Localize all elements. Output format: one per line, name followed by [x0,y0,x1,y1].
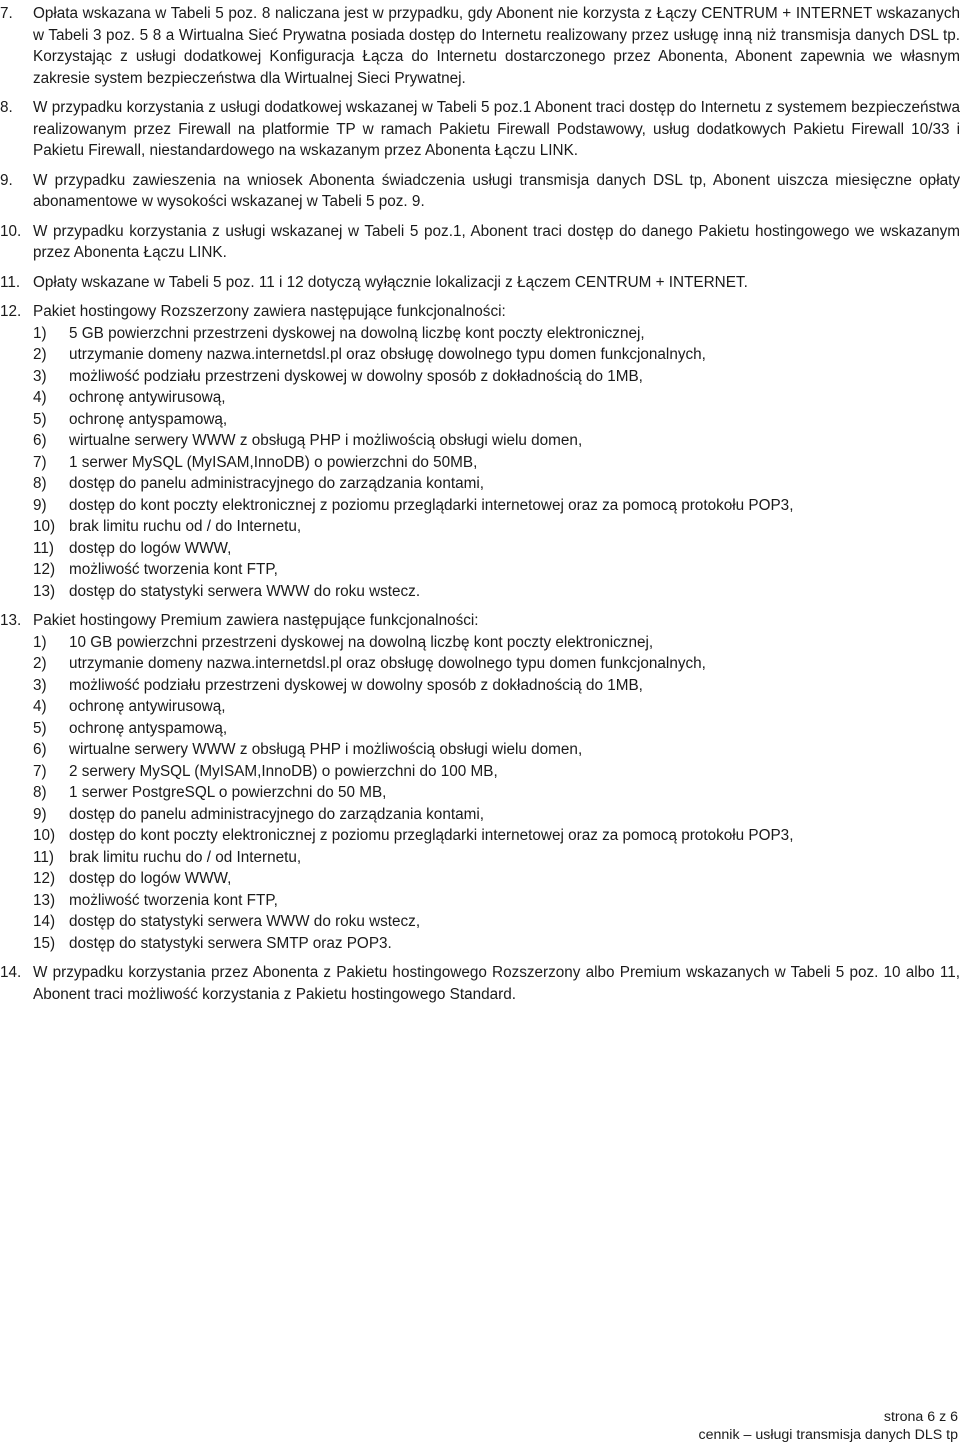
item-text: Pakiet hostingowy Premium zawiera następujące funkcjonalności: [33,612,479,629]
feature-number: 10) [33,518,56,535]
feature-item [33,516,960,538]
feature-number: 1) [33,633,47,651]
feature-list [33,323,960,603]
list-item [0,221,960,264]
feature-text: dostęp do statystyki serwera SMTP oraz POP3. [69,934,392,952]
item-number: 11. [0,273,21,291]
feature-text: dostęp do statystyki serwera WWW do roku wstecz. [69,582,421,600]
feature-text: możliwość podziału przestrzeni dyskowej w dowolny sposób z dokładnością do 1MB, [69,367,643,385]
feature-number: 2) [33,346,47,363]
feature-text: dostęp do panelu administracyjnego do zarządzania kontami, [69,805,484,823]
feature-text: możliwość tworzenia kont FTP, [69,561,278,578]
feature-number: 3) [33,367,47,385]
feature-item [33,825,960,847]
feature-number: 7) [33,453,47,471]
feature-number: 1) [33,324,47,342]
feature-text: możliwość tworzenia kont FTP, [69,891,278,909]
feature-number: 9) [33,496,47,514]
list-item [0,301,960,602]
feature-text: dostęp do panelu administracyjnego do zarządzania kontami, [69,475,484,492]
feature-number: 3) [33,676,47,694]
feature-item [33,366,960,388]
feature-number: 14) [33,913,56,930]
feature-text: brak limitu ruchu do / od Internetu, [69,848,302,866]
feature-item [33,559,960,581]
item-text: W przypadku korzystania z usługi wskazanej w Tabeli 5 poz.1, Abonent traci dostęp do danego Pakietu hostingowego we wskazanym przez Abonenta Łączu LINK. [33,222,960,261]
feature-number: 10) [33,827,56,844]
list-item [0,3,960,89]
feature-text: ochronę antywirusową, [69,389,226,406]
item-text: Pakiet hostingowy Rozszerzony zawiera następujące funkcjonalności: [33,303,506,320]
item-number: 8. [0,99,13,116]
feature-number: 12) [33,561,56,578]
list-item [0,97,960,162]
feature-item [33,430,960,452]
item-text: Opłata wskazana w Tabeli 5 poz. 8 naliczana jest w przypadku, gdy Abonent nie korzysta z Łączy CENTRUM + INTERNET wskazanych w Tabeli 3 poz. 5 8 a Wirtualna Sieć Prywatna posiada dostęp do Internetu realizowany przez usługę inną niż transmisja danych DSL tp. Korzystając z usługi dodatkowej Konfiguracja Łącza do Internetu dostarczonego przez Abonenta, Abonent zapewnia we własnym zakresie system bezpieczeństwa dla Wirtualnej Sieci Prywatnej. [33,5,960,87]
feature-number: 8) [33,475,47,492]
feature-item [33,675,960,697]
feature-item [33,452,960,474]
feature-item [33,696,960,718]
list-item [0,962,960,1005]
feature-item [33,632,960,654]
feature-text: brak limitu ruchu od / do Internetu, [69,518,302,535]
feature-text: możliwość podziału przestrzeni dyskowej w dowolny sposób z dokładnością do 1MB, [69,676,643,694]
feature-item [33,782,960,804]
feature-item [33,911,960,933]
feature-item [33,387,960,409]
page-number: strona 6 z 6 [883,1409,958,1425]
feature-number: 6) [33,432,47,449]
feature-number: 13) [33,582,56,600]
feature-item [33,718,960,740]
feature-text: 5 GB powierzchni przestrzeni dyskowej na dowolną liczbę kont poczty elektronicznej, [69,324,645,342]
feature-item [33,890,960,912]
feature-text: utrzymanie domeny nazwa.internetdsl.pl oraz obsługę dowolnego typu domen funkcjonalnych, [69,655,706,672]
feature-number: 6) [33,741,47,758]
feature-text: 1 serwer MySQL (MyISAM,InnoDB) o powierzchni do 50MB, [69,453,478,471]
item-text: W przypadku zawieszenia na wniosek Abonenta świadczenia usługi transmisja danych DSL tp, Abonent uiszcza miesięczne opłaty abonamentowe w wysokości wskazanej w Tabeli 5 poz. 9. [33,171,960,210]
feature-number: 5) [33,719,47,737]
feature-item [33,739,960,761]
feature-item [33,761,960,783]
feature-text: wirtualne serwery WWW z obsługą PHP i możliwością obsługi wielu domen, [69,741,583,758]
feature-item [33,323,960,345]
item-number: 14. [0,964,22,981]
document-title: cennik – usługi transmisja danych DLS tp [698,1427,958,1443]
feature-number: 11) [33,539,54,557]
feature-number: 11) [33,848,54,866]
page-footer [699,1408,958,1444]
feature-text: ochronę antywirusową, [69,698,226,715]
numbered-list [0,3,960,1013]
feature-item [33,473,960,495]
feature-number: 15) [33,934,56,952]
feature-item [33,538,960,560]
feature-item [33,804,960,826]
feature-text: dostęp do kont poczty elektronicznej z poziomu przeglądarki internetowej oraz za pomocą protokołu POP3, [69,827,794,844]
feature-text: dostęp do logów WWW, [69,539,232,557]
feature-item [33,933,960,955]
list-item [0,272,960,294]
feature-text: dostęp do logów WWW, [69,870,232,887]
feature-number: 9) [33,805,47,823]
feature-item [33,409,960,431]
feature-text: 1 serwer PostgreSQL o powierzchni do 50 MB, [69,784,387,801]
item-number: 13. [0,612,22,629]
item-number: 9. [0,171,13,189]
feature-text: ochronę antyspamową, [69,719,228,737]
feature-text: utrzymanie domeny nazwa.internetdsl.pl oraz obsługę dowolnego typu domen funkcjonalnych, [69,346,706,363]
item-number: 7. [0,5,13,22]
feature-item [33,653,960,675]
feature-number: 4) [33,389,47,406]
feature-number: 7) [33,762,47,780]
feature-number: 12) [33,870,56,887]
feature-item [33,847,960,869]
feature-number: 4) [33,698,47,715]
feature-item [33,495,960,517]
feature-item [33,344,960,366]
item-number: 12. [0,303,22,320]
feature-text: 10 GB powierzchni przestrzeni dyskowej na dowolną liczbę kont poczty elektronicznej, [69,633,654,651]
item-text: W przypadku korzystania przez Abonenta z Pakietu hostingowego Rozszerzony albo Premium wskazanych w Tabeli 5 poz. 10 albo 11, Abonent traci możliwość korzystania z Pakietu hostingowego Standard. [33,964,960,1003]
feature-text: ochronę antyspamową, [69,410,228,428]
item-number: 10. [0,222,22,240]
list-item [0,610,960,954]
item-text: W przypadku korzystania z usługi dodatkowej wskazanej w Tabeli 5 poz.1 Abonent traci dostęp do Internetu z systemem bezpieczeństwa realizowanym przez Firewall na platformie TP w ramach Pakietu Firewall Podstawowy, usług dodatkowych Pakietu Firewall 10/33 i Pakietu Firewall, niestandardowego na wskazanym przez Abonenta Łączu LINK. [33,99,960,159]
feature-number: 5) [33,410,47,428]
list-item [0,170,960,213]
feature-text: wirtualne serwery WWW z obsługą PHP i możliwością obsługi wielu domen, [69,432,583,449]
feature-number: 2) [33,655,47,672]
feature-item [33,868,960,890]
feature-item [33,581,960,603]
feature-text: dostęp do kont poczty elektronicznej z poziomu przeglądarki internetowej oraz za pomocą protokołu POP3, [69,496,794,514]
feature-number: 13) [33,891,56,909]
item-text: Opłaty wskazane w Tabeli 5 poz. 11 i 12 dotyczą wyłącznie lokalizacji z Łączem CENTRUM + INTERNET. [33,273,748,291]
feature-text: dostęp do statystyki serwera WWW do roku wstecz, [69,913,421,930]
feature-list [33,632,960,955]
feature-number: 8) [33,784,47,801]
feature-text: 2 serwery MySQL (MyISAM,InnoDB) o powierzchni do 100 MB, [69,762,498,780]
